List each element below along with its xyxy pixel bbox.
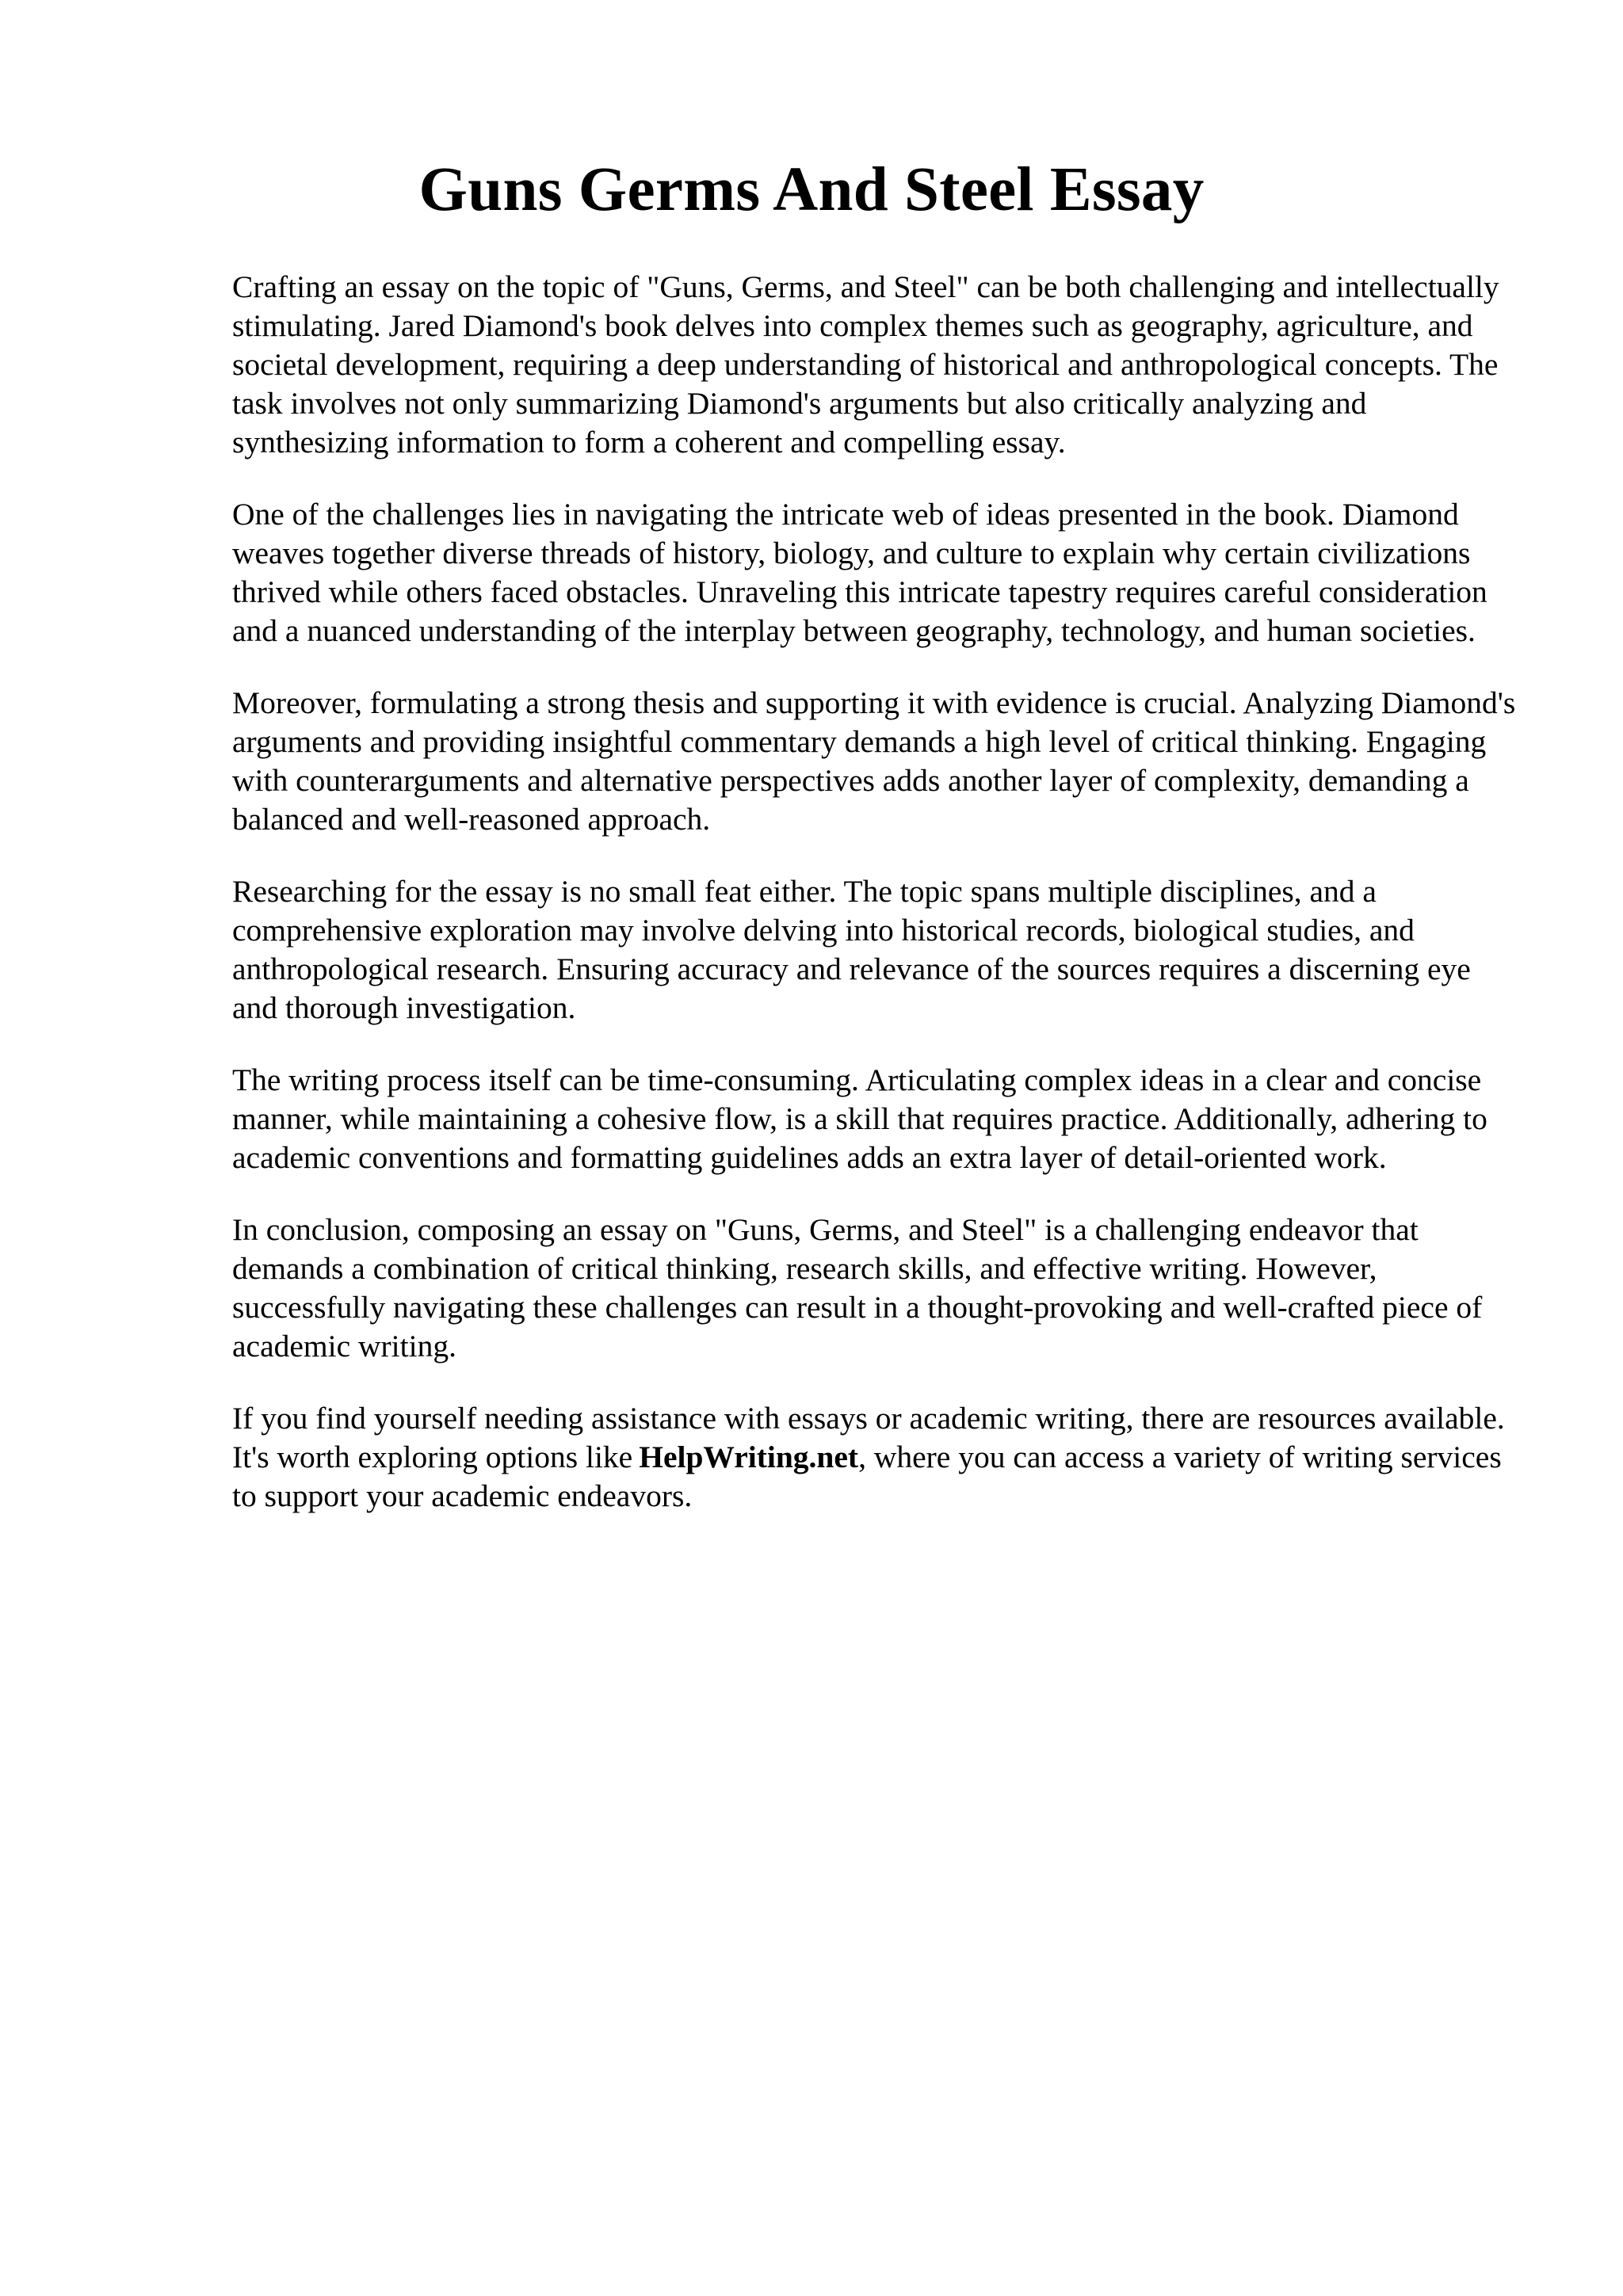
- paragraph-1: Crafting an essay on the topic of "Guns, Germs, and Steel" can be both challenging and intellectually stimulating. Jared Diamond's book delves into complex themes such as geography, agriculture, and societal development, requiring a deep understanding of historical and anthropological concepts. The task involves not only summarizing Diamond's arguments but also critically analyzing and synthesizing information to form a coherent and compelling essay.: [232, 269, 1499, 460]
- paragraph-7: [232, 1399, 1516, 1516]
- paragraph-2: One of the challenges lies in navigating the intricate web of ideas presented in the book. Diamond weaves together diverse threads of history, biology, and culture to explain why certain civilizations thrived while others faced obstacles. Unraveling this intricate tapestry requires careful consideration and a nuanced understanding of the interplay between geography, technology, and human societies.: [232, 497, 1487, 648]
- paragraph-5: The writing process itself can be time-consuming. Articulating complex ideas in a clear and concise manner, while maintaining a cohesive flow, is a skill that requires practice. Additionally, adhering to academic conventions and formatting guidelines adds an extra layer of detail-oriented work.: [232, 1062, 1487, 1175]
- helpwriting-link[interactable]: HelpWriting.net: [639, 1440, 859, 1474]
- document-body: [232, 268, 1516, 1549]
- paragraph-6: In conclusion, composing an essay on "Guns, Germs, and Steel" is a challenging endeavor that demands a combination of critical thinking, research skills, and effective writing. However, successfully navigating these challenges can result in a thought-provoking and well-crafted piece of academic writing.: [232, 1212, 1483, 1363]
- paragraph-3: Moreover, formulating a strong thesis and supporting it with evidence is crucial. Analyzing Diamond's arguments and providing insightful commentary demands a high level of critical thinking. Engaging with counterarguments and alternative perspectives adds another layer of complexity, demanding a balanced and well-reasoned approach.: [232, 685, 1516, 837]
- paragraph-4: Researching for the essay is no small feat either. The topic spans multiple disciplines, and a comprehensive exploration may involve delving into historical records, biological studies, and anthropological research. Ensuring accuracy and relevance of the sources requires a discerning eye and thorough investigation.: [232, 874, 1471, 1025]
- paragraph-7-text-before: If you find yourself needing assistance with essays or academic writing, there are resources available. It's worth exploring options like: [232, 1401, 1505, 1474]
- document-title: Guns Germs And Steel Essay: [418, 155, 1205, 224]
- paragraph-7-text-after: , where you can access a variety of writing services to support your academic endeavors.: [232, 1440, 1502, 1513]
